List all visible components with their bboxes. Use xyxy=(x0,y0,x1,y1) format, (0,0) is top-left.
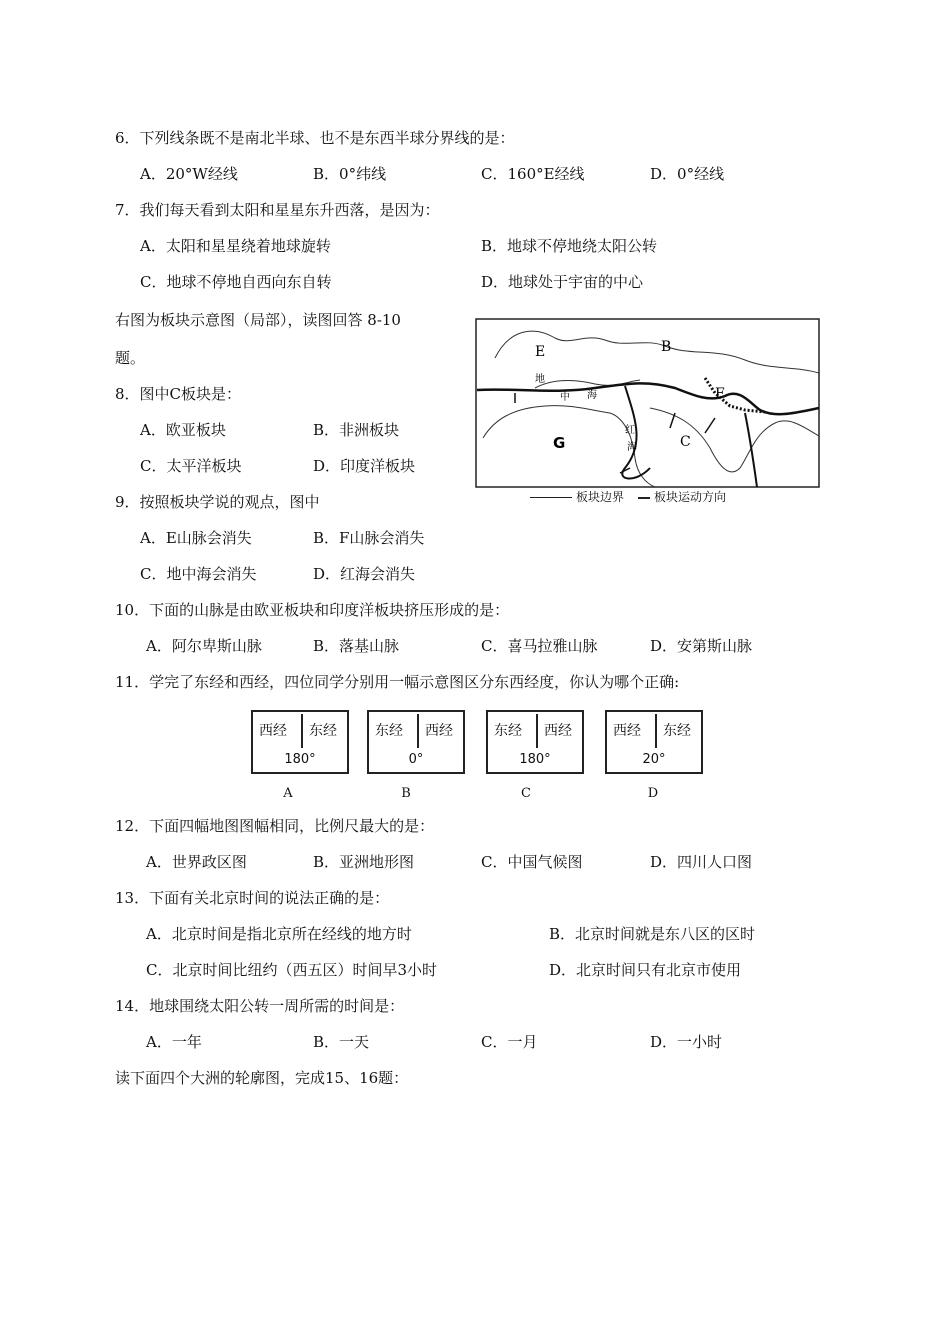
legend-boundary-line xyxy=(530,497,572,498)
diagram-c-divider xyxy=(536,714,538,748)
q8-option-c: C．太平洋板块 xyxy=(140,457,242,475)
map-label-b: B xyxy=(661,339,672,355)
diagram-a-right: 东经 xyxy=(309,723,337,739)
diagram-d-label: D xyxy=(647,786,659,801)
q7-option-b: B．地球不停地绕太阳公转 xyxy=(481,237,658,255)
diagram-d-left: 西经 xyxy=(613,723,641,739)
q13-option-a: A．北京时间是指北京所在经线的地方时 xyxy=(146,925,412,943)
diagram-d-divider xyxy=(655,714,657,748)
diagram-c-label: C xyxy=(521,786,531,801)
q10-option-d: D．安第斯山脉 xyxy=(650,637,753,655)
map-intro-line2: 题。 xyxy=(115,349,146,367)
map-intro-line1: 右图为板块示意图（局部），读图回答 8-10 xyxy=(115,311,401,329)
q6-option-a: A．20°W经线 xyxy=(140,165,238,183)
diagram-b-divider xyxy=(417,714,419,748)
q7-option-d: D．地球处于宇宙的中心 xyxy=(481,273,644,291)
map-label-hai2: 海 xyxy=(627,442,637,453)
q9-option-b: B．F山脉会消失 xyxy=(313,529,425,547)
q9-option-d: D．红海会消失 xyxy=(313,565,416,583)
map-legend xyxy=(530,488,726,505)
diagram-a-label: A xyxy=(283,786,293,801)
diagram-b-right: 西经 xyxy=(425,723,453,739)
map-label-di: 地 xyxy=(535,374,545,385)
q9-option-a: A．E山脉会消失 xyxy=(140,529,252,547)
diagram-b-degree: 0° xyxy=(408,752,424,767)
question-9-stem: 9．按照板块学说的观点，图中 xyxy=(115,493,320,511)
q10-option-b: B．落基山脉 xyxy=(313,637,400,655)
question-6-stem: 6．下列线条既不是南北半球、也不是东西半球分界线的是： xyxy=(115,129,515,147)
map-label-hai: 海 xyxy=(587,390,597,401)
q8-option-d: D．印度洋板块 xyxy=(313,457,416,475)
question-10-stem: 10．下面的山脉是由欧亚板块和印度洋板块挤压形成的是： xyxy=(115,601,510,619)
q14-option-a: A．一年 xyxy=(146,1033,202,1051)
q14-option-c: C．一月 xyxy=(481,1033,538,1051)
diagram-d-degree: 20° xyxy=(642,752,666,767)
diagram-c-degree: 180° xyxy=(519,752,551,767)
plate-map xyxy=(475,318,820,504)
q8-option-b: B．非洲板块 xyxy=(313,421,400,439)
q12-option-d: D．四川人口图 xyxy=(650,853,753,871)
q12-option-b: B．亚洲地形图 xyxy=(313,853,415,871)
map-label-c: C xyxy=(680,434,691,450)
diagram-a-left: 西经 xyxy=(259,723,287,739)
longitude-diagram-a xyxy=(251,710,349,774)
q13-option-b: B．北京时间就是东八区的区时 xyxy=(549,925,756,943)
q12-option-c: C．中国气候图 xyxy=(481,853,583,871)
q14-option-b: B．一天 xyxy=(313,1033,370,1051)
longitude-diagram-d xyxy=(605,710,703,774)
q9-option-c: C．地中海会消失 xyxy=(140,565,257,583)
legend-direction-text: 板块运动方向 xyxy=(654,490,727,504)
diagram-a-degree: 180° xyxy=(284,752,316,767)
diagram-b-label: B xyxy=(401,786,411,801)
diagram-d-right: 东经 xyxy=(663,723,691,739)
diagram-a-divider xyxy=(301,714,303,748)
map-label-zhong: 中 xyxy=(560,392,570,403)
q10-option-a: A．阿尔卑斯山脉 xyxy=(146,637,262,655)
diagram-b-left: 东经 xyxy=(375,723,403,739)
question-11-stem: 11．学完了东经和西经，四位同学分别用一幅示意图区分东西经度，你认为哪个正确: xyxy=(115,673,680,691)
q6-option-b: B．0°纬线 xyxy=(313,165,387,183)
longitude-diagram-c xyxy=(486,710,584,774)
q13-option-c: C．北京时间比纽约（西五区）时间早3小时 xyxy=(146,961,438,979)
q8-option-a: A．欧亚板块 xyxy=(140,421,226,439)
diagram-c-left: 东经 xyxy=(494,723,522,739)
q13-option-d: D．北京时间只有北京市使用 xyxy=(549,961,742,979)
longitude-diagram-b xyxy=(367,710,465,774)
legend-boundary-text: 板块边界 xyxy=(576,490,625,504)
q7-option-c: C．地球不停地自西向东自转 xyxy=(140,273,332,291)
map-label-f: F xyxy=(715,386,725,402)
q7-option-a: A．太阳和星星绕着地球旋转 xyxy=(140,237,331,255)
question-12-stem: 12．下面四幅地图图幅相同，比例尺最大的是： xyxy=(115,817,435,835)
diagram-c-right: 西经 xyxy=(544,723,572,739)
q10-option-c: C．喜马拉雅山脉 xyxy=(481,637,598,655)
q14-option-d: D．一小时 xyxy=(650,1033,723,1051)
question-13-stem: 13．下面有关北京时间的说法正确的是： xyxy=(115,889,390,907)
plate-map-graphic xyxy=(475,318,820,488)
map-frame xyxy=(476,319,819,487)
q6-option-d: D．0°经线 xyxy=(650,165,725,183)
question-8-stem: 8．图中C板块是： xyxy=(115,385,242,403)
legend-direction-arrow xyxy=(638,497,650,499)
map-label-e: E xyxy=(535,344,546,360)
question-14-stem: 14．地球围绕太阳公转一周所需的时间是： xyxy=(115,997,405,1015)
map-label-hong: 红 xyxy=(625,425,635,436)
question-7-stem: 7．我们每天看到太阳和星星东升西落，是因为： xyxy=(115,201,440,219)
q12-option-a: A．世界政区图 xyxy=(146,853,247,871)
q6-option-c: C．160°E经线 xyxy=(481,165,585,183)
continents-intro: 读下面四个大洲的轮廓图，完成15、16题： xyxy=(115,1069,409,1087)
map-label-g: G xyxy=(553,434,566,452)
